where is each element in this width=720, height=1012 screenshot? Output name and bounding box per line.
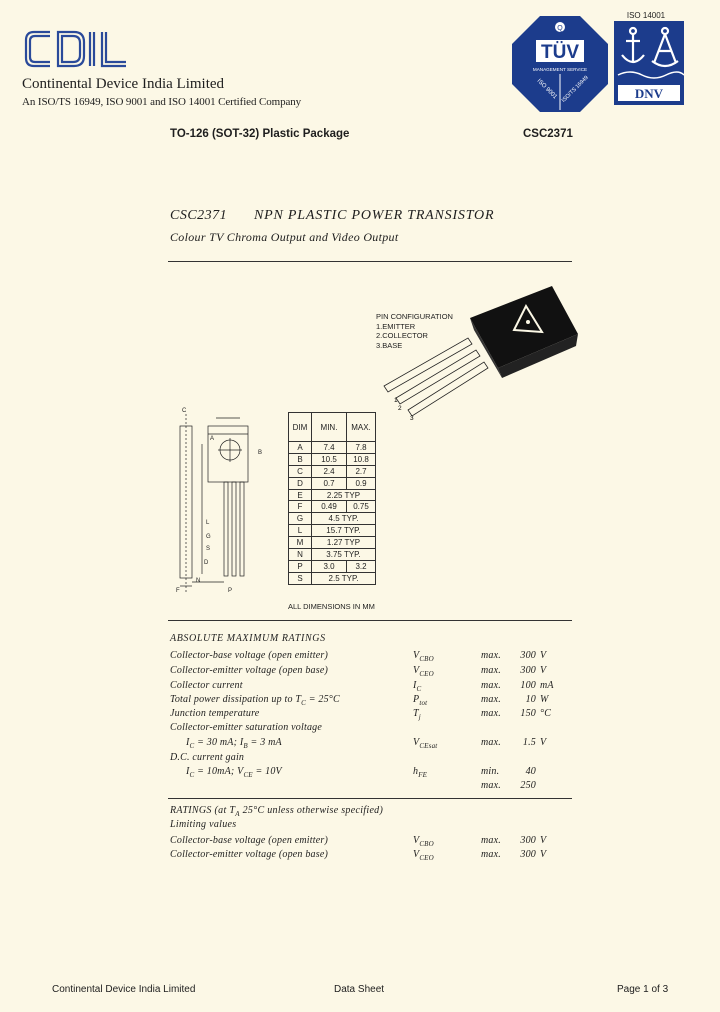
rating-value <box>514 780 562 791</box>
outline-label-s: S <box>206 546 211 552</box>
dim-cell-min: 0.7 <box>312 477 347 489</box>
rating-description: Collector-emitter voltage (open base) <box>170 849 328 860</box>
outline-label-a: A <box>210 436 215 442</box>
rating-row <box>170 708 570 721</box>
abs-ratings-top-rule <box>168 620 572 621</box>
dim-row <box>289 572 376 584</box>
rating-desc-part: = 3 mA <box>247 737 282 748</box>
logo-text: CDIL <box>22 26 25 27</box>
rating-symbol-main: V <box>413 665 420 676</box>
footer-company: Continental Device India Limited <box>52 984 196 995</box>
tuv-brand: TÜV <box>541 42 579 63</box>
rating-value <box>514 694 562 705</box>
dim-row <box>289 501 376 513</box>
dim-row <box>289 537 376 549</box>
iso-14001-label: ISO 14001 <box>626 11 666 20</box>
dim-cell-min: 3.0 <box>312 560 347 572</box>
rating-symbol-main: h <box>413 766 419 777</box>
ratings-title-b: 25°C unless otherwise specified) <box>239 805 384 816</box>
rating-value-number: 300 <box>520 665 536 676</box>
transistor-3d-drawing <box>380 286 580 426</box>
dim-row <box>289 489 376 501</box>
svg-text:Q: Q <box>557 25 563 32</box>
dim-cell-name: D <box>289 477 312 489</box>
dim-cell-name: M <box>289 537 312 549</box>
rating-desc-sub: C <box>189 771 195 779</box>
rating-symbol-sub: j <box>418 713 421 721</box>
rating-value-unit: V <box>540 849 547 860</box>
dim-header-dim: DIM <box>289 413 312 442</box>
rating-description: Collector-emitter voltage (open base) <box>170 665 328 676</box>
rating-description <box>186 766 282 779</box>
dim-cell-max: 7.8 <box>347 442 376 454</box>
rating-description: Collector-base voltage (open emitter) <box>170 835 328 846</box>
rating-limit: max. <box>481 780 501 791</box>
rating-description: D.C. current gain <box>170 752 245 763</box>
tuv-service: MANAGEMENT SERVICE <box>532 67 588 72</box>
tuv-iso-right: ISO/TS 16949 <box>560 74 590 104</box>
rating-symbol-main: V <box>413 849 420 860</box>
dnv-certification-badge <box>614 21 684 105</box>
rating-symbol <box>413 766 427 779</box>
rating-value-number: 10 <box>525 694 536 705</box>
outline-label-b: B <box>258 450 263 456</box>
product-code: CSC2371 <box>170 208 228 223</box>
outline-label-f: F <box>176 588 180 594</box>
dim-row <box>289 549 376 561</box>
rating-desc-sub: CE <box>243 771 253 779</box>
rating-value-number: 150 <box>520 708 536 719</box>
ratings-title-a: RATINGS (at T <box>170 805 236 816</box>
dim-row <box>289 465 376 477</box>
dimensions-table <box>288 412 376 585</box>
rating-symbol-main: I <box>413 680 417 691</box>
rating-description: Junction temperature <box>170 708 260 719</box>
rating-symbol <box>413 835 434 848</box>
dim-cell-name: G <box>289 513 312 525</box>
outline-label-n: N <box>196 578 201 584</box>
rating-description: Collector-emitter saturation voltage <box>170 722 322 733</box>
dim-cell-typ: 2.25 TYP <box>312 489 376 501</box>
rating-symbol-sub: FE <box>418 771 428 779</box>
dim-row <box>289 560 376 572</box>
dim-cell-typ: 15.7 TYP. <box>312 525 376 537</box>
ratings-title-sub: A <box>235 810 240 818</box>
rating-value-unit: V <box>540 835 547 846</box>
dim-cell-typ: 1.27 TYP <box>312 537 376 549</box>
cdil-logo <box>22 26 132 72</box>
pin-number-2: 2 <box>398 405 402 412</box>
dim-cell-name: S <box>289 572 312 584</box>
rating-limit: max. <box>481 849 501 860</box>
dim-cell-typ: 3.75 TYP. <box>312 549 376 561</box>
dim-cell-typ: 4.5 TYP. <box>312 513 376 525</box>
rating-row <box>170 766 570 779</box>
dim-cell-min: 10.5 <box>312 453 347 465</box>
company-certification: An ISO/TS 16949, ISO 9001 and ISO 14001 Certified Company <box>22 96 302 108</box>
rating-limit: max. <box>481 665 501 676</box>
rating-row <box>170 849 570 862</box>
product-application: Colour TV Chroma Output and Video Output <box>170 230 399 244</box>
rating-symbol-main: V <box>413 650 420 661</box>
dim-cell-name: N <box>289 549 312 561</box>
pin-2-label: 2.COLLECTOR <box>376 331 428 340</box>
rating-symbol <box>413 708 421 721</box>
rating-symbol-main: V <box>413 835 420 846</box>
tuv-certification-badge <box>510 14 610 114</box>
footer-page-number: Page 1 of 3 <box>617 984 669 995</box>
rating-desc-part: = 30 mA; I <box>194 737 244 748</box>
package-outline-drawing <box>172 404 284 600</box>
outline-label-l: L <box>206 520 210 526</box>
rating-desc-sub: C <box>189 742 195 750</box>
ratings-title <box>170 805 383 818</box>
dim-cell-name: L <box>289 525 312 537</box>
title-divider <box>168 261 572 262</box>
rating-limit: max. <box>481 650 501 661</box>
rating-value-unit: W <box>540 694 549 705</box>
rating-description <box>186 737 282 750</box>
dim-cell-name: E <box>289 489 312 501</box>
rating-desc-sub: C <box>301 699 307 707</box>
dim-row <box>289 525 376 537</box>
rating-row <box>170 780 570 793</box>
rating-row <box>170 835 570 848</box>
rating-desc-part: Total power dissipation up to T <box>170 694 302 705</box>
pin-config-title: PIN CONFIGURATION <box>376 312 453 321</box>
rating-value-unit: V <box>540 650 547 661</box>
rating-desc-part: I <box>186 766 190 777</box>
rating-value-unit: V <box>540 665 547 676</box>
rating-value-number: 1.5 <box>522 737 536 748</box>
rating-limit: max. <box>481 835 501 846</box>
rating-value <box>514 849 562 860</box>
dim-cell-max: 2.7 <box>347 465 376 477</box>
outline-label-g: G <box>206 534 211 540</box>
footer-sheet-type: Data Sheet <box>334 984 385 995</box>
dimensions-note: ALL DIMENSIONS IN MM <box>288 602 375 611</box>
rating-symbol-sub: tot <box>419 699 428 707</box>
rating-value <box>514 766 562 777</box>
rating-row <box>170 737 570 750</box>
dim-row <box>289 513 376 525</box>
rating-row <box>170 680 570 693</box>
dim-header-min: MIN. <box>312 413 347 442</box>
rating-description: Collector-base voltage (open emitter) <box>170 650 328 661</box>
rating-value-unit: V <box>540 737 547 748</box>
rating-value-number: 300 <box>520 835 536 846</box>
dim-cell-max: 3.2 <box>347 560 376 572</box>
rating-row <box>170 650 570 663</box>
rating-limit: max. <box>481 694 501 705</box>
dim-cell-min: 7.4 <box>312 442 347 454</box>
rating-value-unit: °C <box>540 708 552 719</box>
outline-label-d: D <box>204 560 209 566</box>
dnv-label: DNV <box>634 86 664 101</box>
rating-value <box>514 650 562 661</box>
rating-value <box>514 680 562 691</box>
rating-desc-part: = 10V <box>252 766 282 777</box>
abs-ratings-title: ABSOLUTE MAXIMUM RATINGS <box>170 633 326 644</box>
rating-symbol <box>413 650 434 663</box>
dim-cell-name: P <box>289 560 312 572</box>
rating-symbol-sub: CBO <box>419 655 434 663</box>
company-name: Continental Device India Limited <box>22 76 225 92</box>
dim-cell-max: 0.75 <box>347 501 376 513</box>
dim-cell-name: F <box>289 501 312 513</box>
rating-description: Collector current <box>170 680 243 691</box>
dim-cell-name: B <box>289 453 312 465</box>
rating-desc-sub: B <box>243 742 248 750</box>
rating-symbol <box>413 665 434 678</box>
rating-symbol <box>413 680 421 693</box>
rating-symbol <box>413 737 437 750</box>
dim-cell-min: 2.4 <box>312 465 347 477</box>
rating-symbol <box>413 694 427 707</box>
rating-symbol <box>413 849 434 862</box>
rating-limit: min. <box>481 766 500 777</box>
rating-value <box>514 665 562 676</box>
dim-cell-typ: 2.5 TYP. <box>312 572 376 584</box>
rating-value-unit: mA <box>540 680 554 691</box>
rating-row <box>170 694 570 707</box>
dim-cell-name: C <box>289 465 312 477</box>
ratings-subtitle: Limiting values <box>170 819 237 830</box>
rating-value-number: 250 <box>520 780 536 791</box>
pin-3-label: 3.BASE <box>376 340 403 350</box>
rating-symbol-main: V <box>413 737 420 748</box>
part-number-header: CSC2371 <box>523 128 573 140</box>
rating-row <box>170 752 570 765</box>
pin-1-label: 1.EMITTER <box>376 321 416 331</box>
rating-limit: max. <box>481 737 501 748</box>
rating-value-number: 300 <box>520 849 536 860</box>
outline-label-p: P <box>228 588 233 594</box>
rating-description <box>170 694 340 707</box>
dim-cell-max: 10.8 <box>347 453 376 465</box>
dim-row <box>289 442 376 454</box>
rating-row <box>170 665 570 678</box>
dim-cell-name: A <box>289 442 312 454</box>
dim-header-max: MAX. <box>347 413 376 442</box>
rating-limit: max. <box>481 708 501 719</box>
rating-value <box>514 708 562 719</box>
outline-label-c: C <box>182 408 187 414</box>
rating-limit: max. <box>481 680 501 691</box>
rating-symbol-main: T <box>413 708 419 719</box>
rating-desc-part: = 25°C <box>306 694 340 705</box>
tuv-iso-left: ISO 9001 <box>535 78 558 101</box>
pin-number-1: 1 <box>394 397 398 404</box>
rating-symbol-sub: C <box>416 685 422 693</box>
dim-row <box>289 453 376 465</box>
rating-symbol-sub: CBO <box>419 840 434 848</box>
rating-value-number: 300 <box>520 650 536 661</box>
rating-value <box>514 835 562 846</box>
ratings-top-rule <box>168 798 572 799</box>
product-title: NPN PLASTIC POWER TRANSISTOR <box>254 208 495 223</box>
rating-symbol-sub: CEO <box>419 854 434 862</box>
rating-symbol-main: P <box>413 694 420 705</box>
rating-desc-part: I <box>186 737 190 748</box>
rating-value-number: 40 <box>525 766 536 777</box>
dim-cell-min: 0.49 <box>312 501 347 513</box>
dim-cell-max: 0.9 <box>347 477 376 489</box>
dim-row <box>289 477 376 489</box>
rating-row <box>170 722 570 735</box>
package-title: TO-126 (SOT-32) Plastic Package <box>170 128 350 140</box>
rating-value <box>514 737 562 748</box>
rating-value-number: 100 <box>520 680 536 691</box>
rating-symbol-sub: CEsat <box>419 742 438 750</box>
rating-desc-part: = 10mA; V <box>194 766 244 777</box>
rating-symbol-sub: CEO <box>419 670 434 678</box>
pin-number-3: 3 <box>410 415 414 422</box>
